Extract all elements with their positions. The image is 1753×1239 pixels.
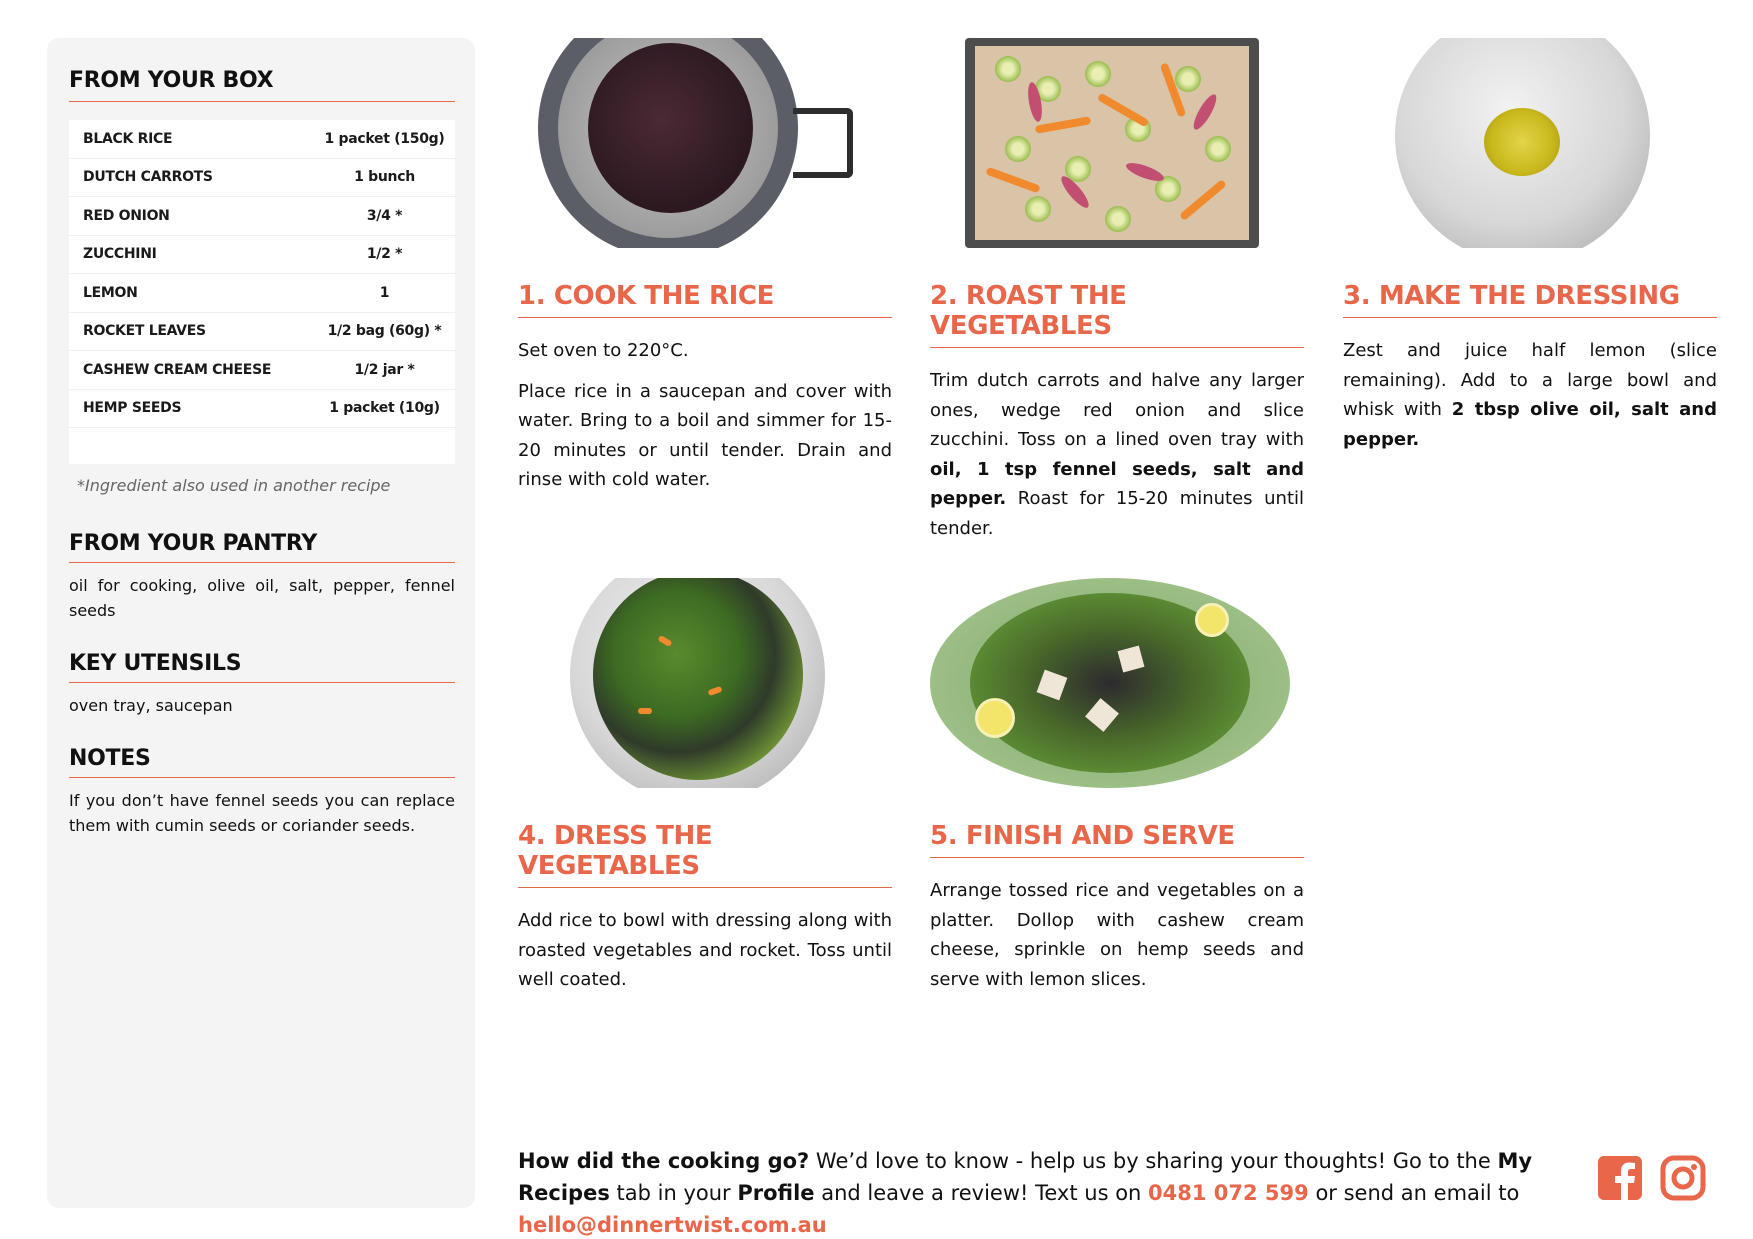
- ingredient-row: [69, 390, 455, 429]
- footer-text: or send an email to: [1308, 1181, 1520, 1205]
- utensils-heading: KEY UTENSILS: [69, 651, 455, 683]
- ingredient-quantity: 1: [379, 284, 390, 301]
- step-4-text: [518, 906, 892, 995]
- step-5-title: 5. FINISH AND SERVE: [930, 821, 1304, 858]
- step-1-paragraph: Set oven to 220°C.: [518, 340, 689, 361]
- ingredient-name: HEMP SEEDS: [83, 400, 182, 417]
- ingredient-row: [69, 197, 455, 236]
- step-2-photo: [930, 38, 1304, 248]
- ingredient-quantity: 1/2 bag (60g) *: [327, 323, 442, 340]
- step-2: [930, 38, 1304, 543]
- ingredients-sidebar: [47, 38, 475, 1208]
- ingredient-quantity: 1/2 *: [366, 246, 403, 263]
- footer-my-recipes: My Recipes: [518, 1149, 1533, 1205]
- notes-text: If you don’t have fennel seeds you can replace them with cumin seeds or coriander seeds.: [69, 791, 455, 835]
- step-5-paragraph: Arrange tossed rice and vegetables on a platter. Dollop with cashew cream cheese, sprinkle on hemp seeds and serve with lemon slices.: [930, 880, 1304, 990]
- step-2-title: 2. ROAST THE VEGETABLES: [930, 281, 1304, 348]
- step-3-title: 3. MAKE THE DRESSING: [1343, 281, 1717, 318]
- ingredient-name: BLACK RICE: [83, 130, 173, 147]
- step-2-bold: oil, 1 tsp fennel seeds, salt and pepper.: [930, 458, 1304, 509]
- pantry-text: oil for cooking, olive oil, salt, pepper, fennel seeds: [69, 576, 455, 620]
- from-your-box-heading: FROM YOUR BOX: [69, 68, 455, 102]
- phone-link[interactable]: 0481 072 599: [1148, 1181, 1309, 1205]
- step-4-title: 4. DRESS THE VEGETABLES: [518, 821, 892, 888]
- step-1-photo: [518, 38, 892, 248]
- ingredient-quantity: 1 packet (10g): [329, 400, 440, 417]
- ingredient-name: ZUCCHINI: [83, 246, 157, 263]
- footer-profile: Profile: [737, 1181, 815, 1205]
- step-1-paragraph: Place rice in a saucepan and cover with water. Bring to a boil and simmer for 15-20 minutes or until tender. Drain and rinse with cold water.: [518, 380, 892, 490]
- ingredient-row: [69, 236, 455, 275]
- ingredient-row: [69, 274, 455, 313]
- ingredient-quantity: 1 packet (150g): [324, 130, 445, 147]
- email-link[interactable]: hello@dinnertwist.com.au: [518, 1213, 827, 1237]
- ingredients-table: [69, 120, 455, 464]
- ingredient-name: DUTCH CARROTS: [83, 169, 213, 186]
- step-3-photo: [1343, 38, 1717, 248]
- step-1: [518, 38, 892, 495]
- ingredient-name: CASHEW CREAM CHEESE: [83, 361, 272, 378]
- ingredient-quantity: 1/2 jar *: [354, 361, 415, 378]
- ingredient-name: RED ONION: [83, 207, 170, 224]
- instagram-icon[interactable]: [1660, 1155, 1706, 1201]
- notes-section: [69, 746, 455, 838]
- step-4-photo: [518, 578, 892, 788]
- ingredient-row: [69, 351, 455, 390]
- notes-heading: NOTES: [69, 746, 455, 778]
- footer-text: and leave a review! Text us on: [814, 1181, 1149, 1205]
- step-2-text: [930, 366, 1304, 543]
- pantry-heading: FROM YOUR PANTRY: [69, 531, 455, 563]
- ingredient-name: LEMON: [83, 284, 138, 301]
- ingredient-row: [69, 159, 455, 198]
- step-5-text: [930, 876, 1304, 994]
- ingredient-footnote: *Ingredient also used in another recipe: [77, 476, 391, 495]
- utensils-text: oven tray, saucepan: [69, 696, 233, 715]
- step-5-photo: [930, 578, 1304, 788]
- ingredient-row: [69, 120, 455, 159]
- step-1-text: [518, 336, 892, 495]
- ingredient-row: [69, 313, 455, 352]
- ingredient-quantity: 3/4 *: [366, 207, 403, 224]
- step-3: [1343, 38, 1717, 454]
- step-1-title: 1. COOK THE RICE: [518, 281, 892, 318]
- feedback-footer: [518, 1145, 1588, 1239]
- step-3-bold: 2 tbsp olive oil, salt and pepper.: [1343, 399, 1717, 450]
- step-4: [518, 578, 892, 995]
- step-5: [930, 578, 1304, 994]
- pantry-section: [69, 531, 455, 623]
- step-2-text-part: Roast for 15-20 minutes until tender.: [930, 488, 1304, 539]
- step-4-paragraph: Add rice to bowl with dressing along with roasted vegetables and rocket. Toss until well coated.: [518, 910, 892, 990]
- ingredient-name: ROCKET LEAVES: [83, 323, 206, 340]
- footer-text: tab in your: [609, 1181, 738, 1205]
- step-2-text-part: Trim dutch carrots and halve any larger ones, wedge red onion and slice zucchini. Toss on a lined oven tray with: [930, 370, 1304, 450]
- footer-question: How did the cooking go?: [518, 1149, 810, 1173]
- step-3-text-part: Zest and juice half lemon (slice remaining). Add to a large bowl and whisk with: [1343, 340, 1717, 420]
- step-3-text: [1343, 336, 1717, 454]
- facebook-icon[interactable]: [1597, 1155, 1643, 1201]
- footer-text: We’d love to know - help us by sharing your thoughts! Go to the: [809, 1149, 1498, 1173]
- ingredient-quantity: 1 bunch: [354, 169, 415, 186]
- utensils-section: [69, 651, 455, 718]
- oven-tray-illustration: [965, 38, 1259, 248]
